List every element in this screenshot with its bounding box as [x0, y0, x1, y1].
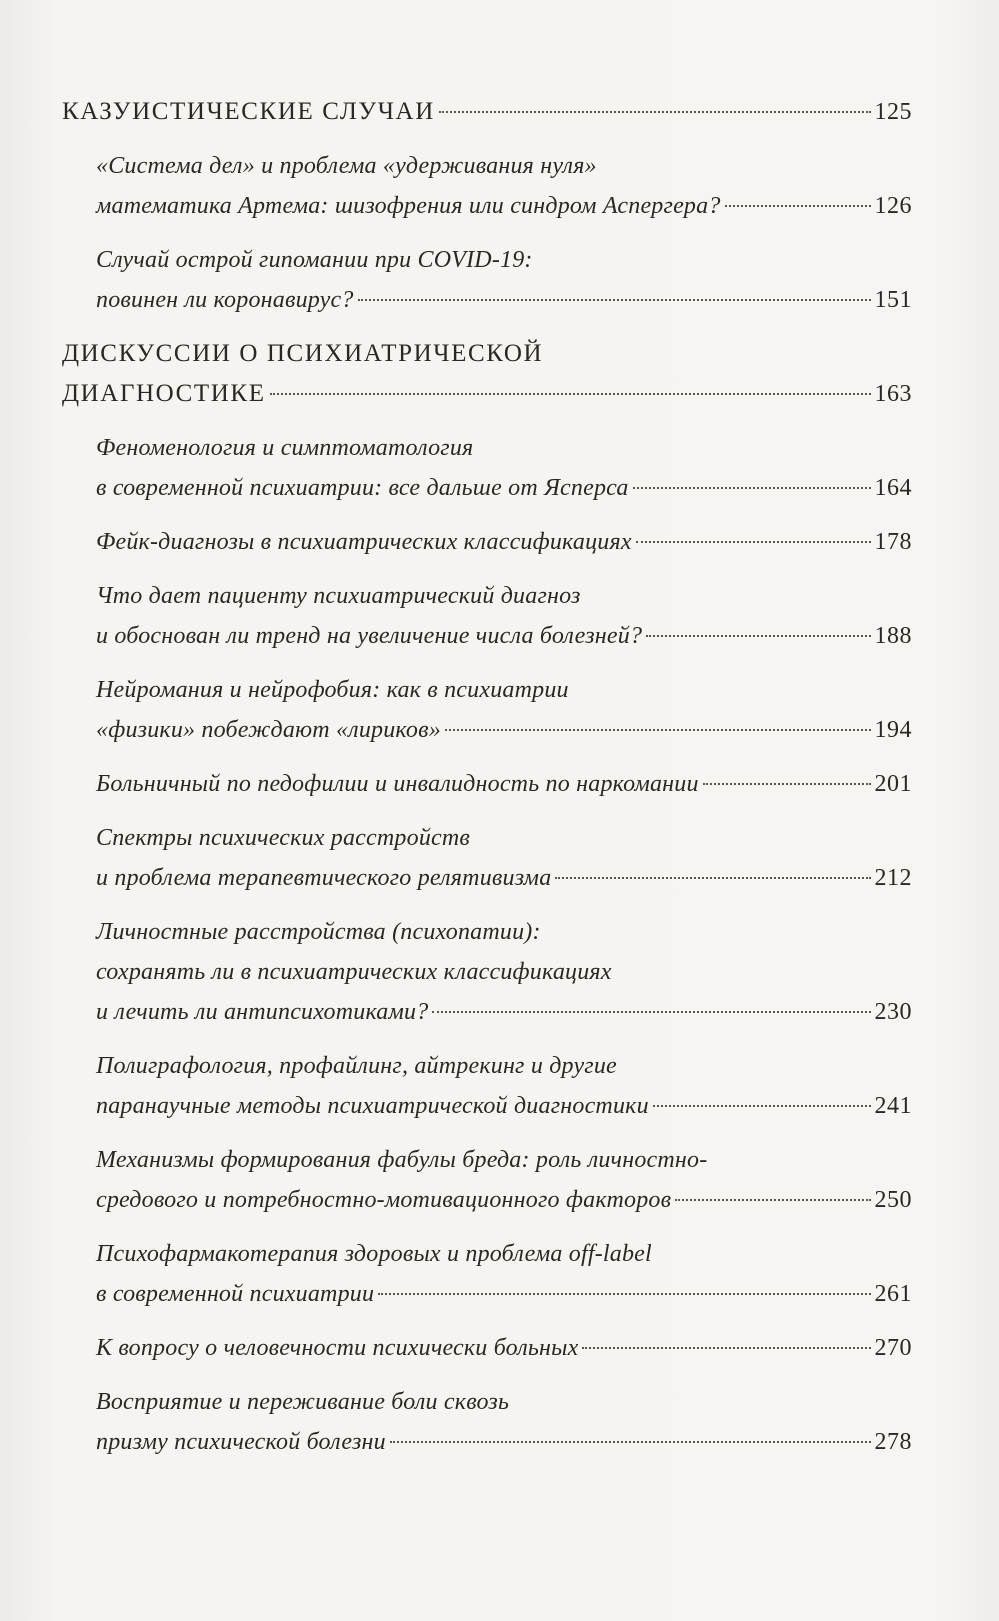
toc-title-text: «физики» побеждают «лириков» [96, 717, 441, 743]
toc-title-text: КАЗУИСТИЧЕСКИЕ СЛУЧАИ [62, 98, 435, 125]
toc-entry [62, 670, 912, 750]
toc-title-text: Что дает пациенту психиатрический диагноз [96, 583, 581, 609]
table-of-contents [62, 92, 912, 1462]
toc-line [96, 280, 912, 320]
toc-entry [62, 522, 912, 562]
toc-line [96, 1422, 912, 1462]
toc-line [96, 818, 912, 858]
toc-title-text: К вопросу о человечности психически больных [96, 1335, 579, 1361]
page-number: 163 [874, 381, 912, 407]
toc-title-text: Психофармакотерапия здоровых и проблема off-label [96, 1241, 652, 1267]
toc-title-text: Восприятие и переживание боли сквозь [96, 1389, 510, 1415]
toc-line [96, 670, 912, 710]
toc-line [96, 858, 912, 898]
toc-section [62, 92, 912, 132]
dot-leader [378, 1293, 870, 1295]
dot-leader [390, 1441, 871, 1443]
toc-line [96, 616, 912, 656]
toc-title-text: Механизмы формирования фабулы бреда: роль личностно- [96, 1147, 708, 1173]
toc-entry [62, 1046, 912, 1126]
toc-title-text: Полиграфология, профайлинг, айтрекинг и другие [96, 1053, 617, 1079]
toc-title-text: средового и потребностно-мотивационного факторов [96, 1187, 672, 1213]
toc-title-text: и проблема терапевтического релятивизма [96, 865, 552, 891]
page-number: 164 [874, 475, 912, 501]
toc-line [96, 1234, 912, 1274]
toc-line [96, 1274, 912, 1314]
toc-title-text: ДИАГНОСТИКЕ [62, 380, 266, 407]
toc-entry [62, 1234, 912, 1314]
toc-title-text: математика Артема: шизофрения или синдром Аспергера? [96, 193, 721, 219]
toc-line [96, 1086, 912, 1126]
dot-leader [725, 205, 871, 207]
toc-title-text: Больничный по педофилии и инвалидность по наркомании [96, 771, 699, 797]
page-number: 188 [874, 623, 912, 649]
dot-leader [646, 635, 870, 637]
toc-line [96, 1382, 912, 1422]
toc-entry [62, 1328, 912, 1368]
toc-line [96, 428, 912, 468]
toc-line [96, 240, 912, 280]
dot-leader [445, 729, 871, 731]
dot-leader [653, 1105, 871, 1107]
toc-line [96, 1328, 912, 1368]
dot-leader [555, 877, 870, 879]
toc-title-text: паранаучные методы психиатрической диагностики [96, 1093, 649, 1119]
page-number: 278 [874, 1429, 912, 1455]
toc-title-text: «Система дел» и проблема «удерживания нуля» [96, 153, 597, 179]
page-number: 151 [874, 287, 912, 313]
dot-leader [432, 1011, 870, 1013]
toc-line [96, 912, 912, 952]
toc-title-text: Нейромания и нейрофобия: как в психиатрии [96, 677, 569, 703]
toc-entry [62, 146, 912, 226]
toc-line [96, 1046, 912, 1086]
toc-line [96, 952, 912, 992]
page-number: 250 [874, 1187, 912, 1213]
toc-line [62, 334, 912, 374]
toc-line [62, 374, 912, 414]
toc-entry [62, 576, 912, 656]
toc-section [62, 334, 912, 414]
dot-leader [582, 1347, 870, 1349]
toc-line [62, 92, 912, 132]
toc-title-text: Фейк-диагнозы в психиатрических классификациях [96, 529, 632, 555]
toc-line [96, 764, 912, 804]
page-number: 178 [874, 529, 912, 555]
toc-title-text: Личностные расстройства (психопатии): [96, 919, 541, 945]
toc-line [96, 186, 912, 226]
dot-leader [633, 487, 871, 489]
toc-line [96, 522, 912, 562]
dot-leader [675, 1199, 870, 1201]
toc-entry [62, 1382, 912, 1462]
page-number: 241 [874, 1093, 912, 1119]
toc-title-text: Спектры психических расстройств [96, 825, 471, 851]
page-number: 270 [874, 1335, 912, 1361]
toc-entry [62, 912, 912, 1032]
toc-title-text: Феноменология и симптоматология [96, 435, 474, 461]
toc-title-text: в современной психиатрии: все дальше от Ясперса [96, 475, 629, 501]
dot-leader [270, 393, 871, 395]
toc-title-text: сохранять ли в психиатрических классификациях [96, 959, 612, 985]
toc-line [96, 992, 912, 1032]
page-number: 126 [874, 193, 912, 219]
toc-line [96, 1180, 912, 1220]
toc-entry [62, 240, 912, 320]
toc-title-text: и обоснован ли тренд на увеличение числа болезней? [96, 623, 643, 649]
toc-title-text: призму психической болезни [96, 1429, 386, 1455]
page-number: 125 [874, 99, 912, 125]
dot-leader [439, 111, 871, 113]
toc-line [96, 576, 912, 616]
dot-leader [703, 783, 871, 785]
toc-title-text: в современной психиатрии [96, 1281, 375, 1307]
toc-entry [62, 764, 912, 804]
dot-leader [358, 299, 871, 301]
page-number: 194 [874, 717, 912, 743]
toc-line [96, 1140, 912, 1180]
toc-title-text: повинен ли коронавирус? [96, 287, 354, 313]
toc-line [96, 146, 912, 186]
toc-title-text: Случай острой гипомании при COVID-19: [96, 247, 533, 273]
toc-entry [62, 428, 912, 508]
toc-title-text: ДИСКУССИИ О ПСИХИАТРИЧЕСКОЙ [62, 340, 544, 367]
toc-entry [62, 818, 912, 898]
toc-line [96, 710, 912, 750]
toc-line [96, 468, 912, 508]
toc-title-text: и лечить ли антипсихотиками? [96, 999, 429, 1025]
dot-leader [636, 541, 871, 543]
page-number: 212 [874, 865, 912, 891]
page-number: 230 [874, 999, 912, 1025]
page-number: 201 [874, 771, 912, 797]
page-number: 261 [874, 1281, 912, 1307]
toc-entry [62, 1140, 912, 1220]
